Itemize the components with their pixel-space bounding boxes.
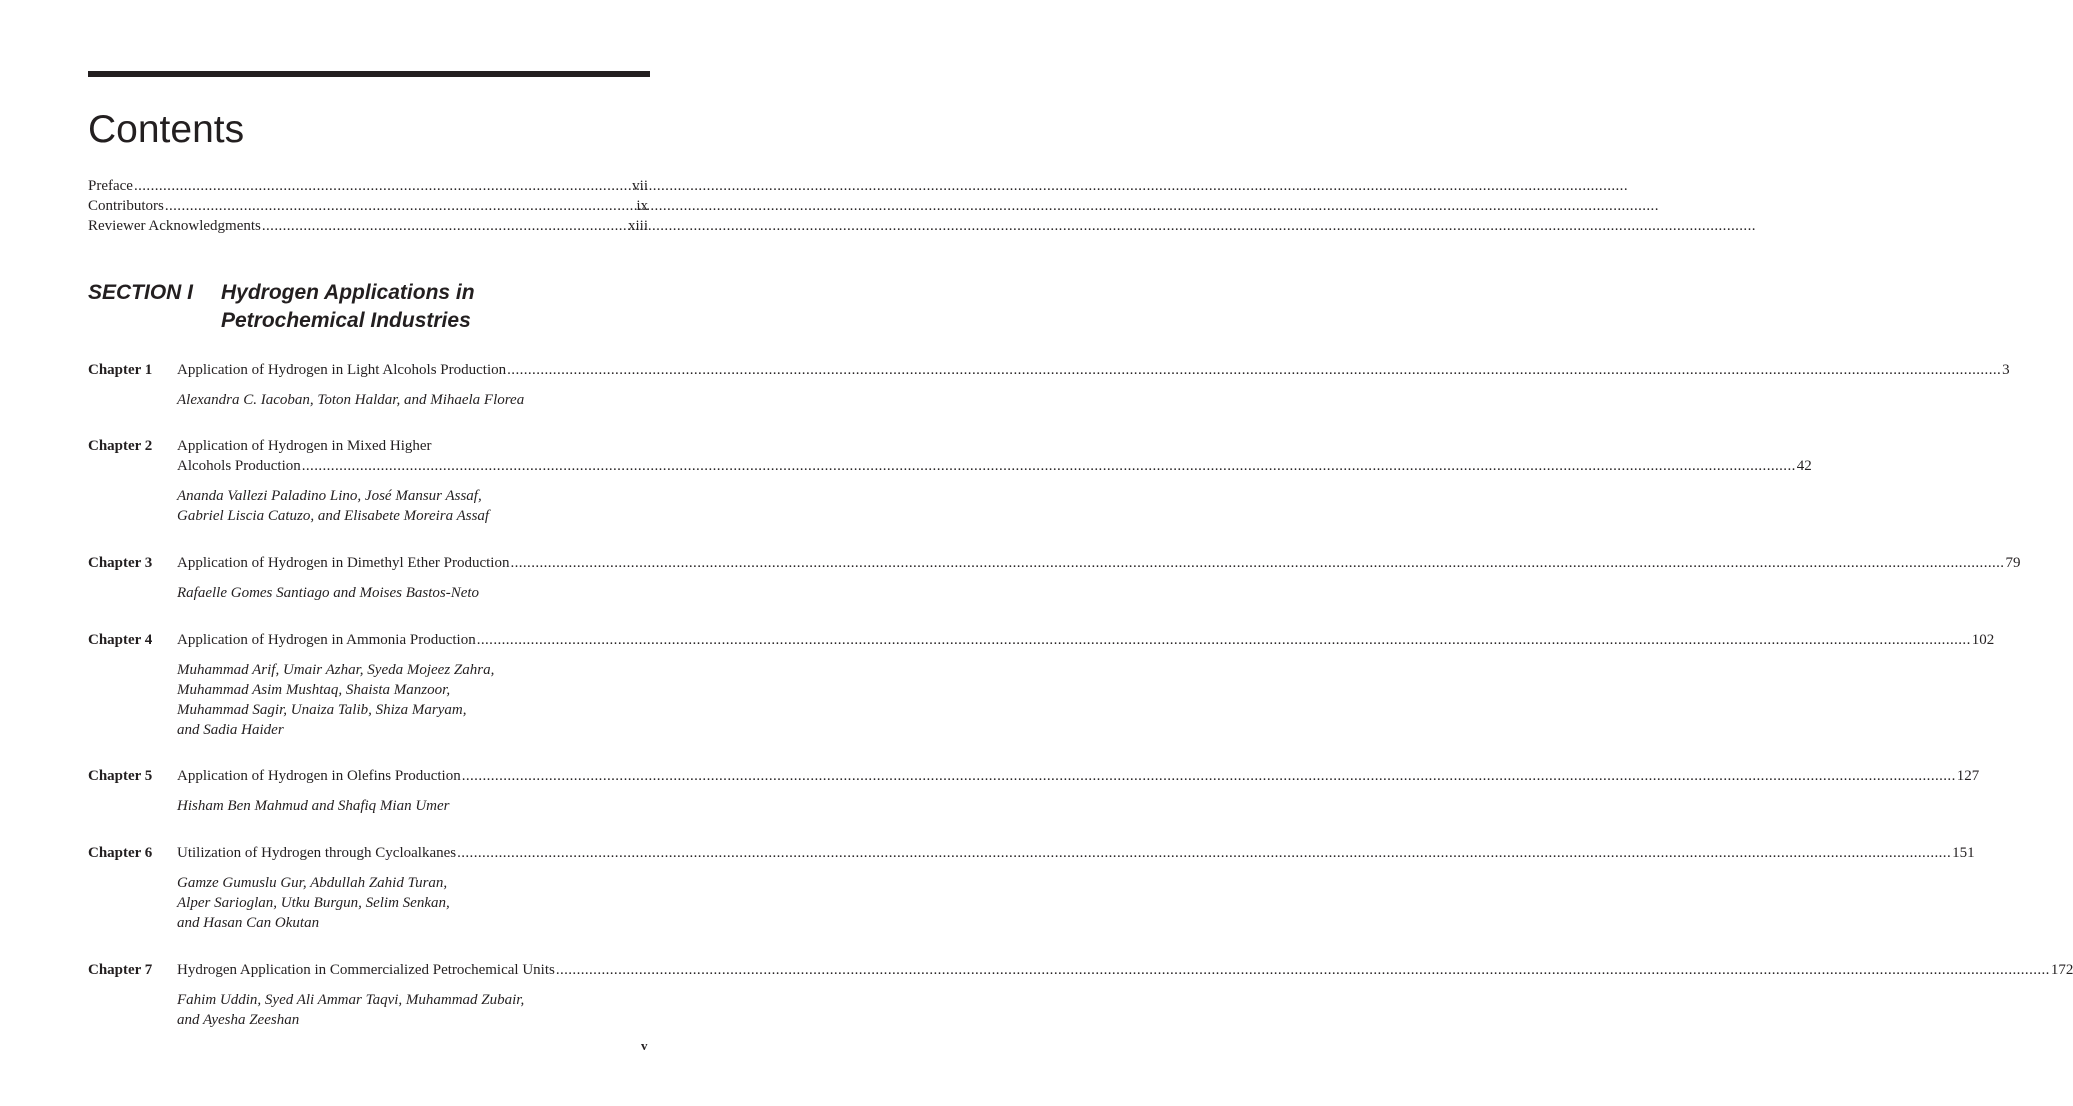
- top-rule: [88, 71, 650, 77]
- chapter-page: 151: [1952, 845, 1975, 861]
- chapter-number: Chapter 1: [88, 362, 153, 378]
- author-line: and Hasan Can Okutan: [177, 915, 320, 931]
- chapter-title: Application of Hydrogen in Olefins Production: [177, 768, 461, 784]
- chapter-page: 102: [1971, 632, 1995, 648]
- author-line: Fahim Uddin, Syed Ali Ammar Taqvi, Muhammad Zubair,: [177, 992, 525, 1008]
- chapter-authors: [177, 796, 577, 816]
- chapter-page: 172: [2050, 962, 2073, 978]
- section-title-line: Hydrogen Applications in: [221, 281, 475, 304]
- section-heading: [88, 279, 521, 335]
- chapter-title: Application of Hydrogen in Dimethyl Ether Production: [177, 555, 510, 571]
- chapter-authors: [177, 873, 577, 933]
- page-title: Contents: [88, 108, 245, 151]
- chapter-title-line: [177, 456, 1812, 476]
- chapter-entry-4[interactable]: [88, 630, 1995, 740]
- toc-entry-reviewer-acknowledgments[interactable]: [88, 216, 648, 236]
- dot-leader: [262, 216, 627, 236]
- chapter-title-first-line: Application of Hydrogen in Mixed Higher: [177, 438, 432, 454]
- chapter-title: Application of Hydrogen in Light Alcohols Production: [177, 362, 507, 378]
- toc-entry-page: ix: [636, 198, 648, 214]
- chapter-title: Hydrogen Application in Commercialized Petrochemical Units: [177, 962, 555, 978]
- author-line: Hisham Ben Mahmud and Shafiq Mian Umer: [177, 798, 450, 814]
- section-title: [221, 279, 521, 335]
- dot-leader: [457, 843, 1951, 863]
- chapter-title: Application of Hydrogen in Ammonia Production: [177, 632, 476, 648]
- chapter-entry-2[interactable]: [88, 436, 1812, 526]
- chapter-page: 79: [2005, 555, 2021, 571]
- dot-leader: [165, 196, 635, 216]
- chapter-number: Chapter 2: [88, 438, 153, 454]
- dot-leader: [302, 456, 1796, 476]
- chapter-page: 127: [1956, 768, 1980, 784]
- author-line: Alexandra C. Iacoban, Toton Haldar, and Mihaela Florea: [177, 392, 525, 408]
- toc-entry-label: Preface: [88, 178, 133, 194]
- chapter-page: 42: [1796, 458, 1812, 474]
- author-line: and Sadia Haider: [177, 722, 284, 738]
- chapter-title-line: [177, 843, 1975, 863]
- dot-leader: [556, 960, 2050, 980]
- chapter-entry-1[interactable]: [88, 360, 2010, 410]
- chapter-entry-6[interactable]: [88, 843, 1975, 933]
- dot-leader: [477, 630, 1971, 650]
- toc-entry-preface[interactable]: [88, 176, 648, 196]
- chapter-authors: [177, 486, 577, 526]
- toc-entry-page: vii: [632, 178, 648, 194]
- section-label: SECTION I: [88, 281, 194, 304]
- toc-entry-page: xiii: [627, 218, 648, 234]
- chapter-authors: [177, 390, 577, 410]
- chapter-number: Chapter 3: [88, 555, 153, 571]
- chapter-title-line: [177, 960, 2073, 980]
- toc-entry-label: Reviewer Acknowledgments: [88, 218, 261, 234]
- chapter-entry-5[interactable]: [88, 766, 1980, 816]
- dot-leader: [134, 176, 631, 196]
- chapter-title: Utilization of Hydrogen through Cycloalkanes: [177, 845, 457, 861]
- chapter-number: Chapter 5: [88, 768, 153, 784]
- dot-leader: [507, 360, 2001, 380]
- author-line: Ananda Vallezi Paladino Lino, José Mansur Assaf,: [177, 488, 482, 504]
- chapter-number: Chapter 7: [88, 962, 153, 978]
- author-line: Muhammad Arif, Umair Azhar, Syeda Mojeez Zahra,: [177, 662, 495, 678]
- page-number: v: [641, 1038, 648, 1053]
- chapter-entry-7[interactable]: [88, 960, 2073, 1030]
- author-line: Rafaelle Gomes Santiago and Moises Bastos-Neto: [177, 585, 480, 601]
- chapter-authors: [177, 583, 577, 603]
- chapter-title-line: [177, 360, 2010, 380]
- author-line: Gabriel Liscia Catuzo, and Elisabete Moreira Assaf: [177, 508, 490, 524]
- chapter-title: Alcohols Production: [177, 458, 301, 474]
- chapter-number: Chapter 6: [88, 845, 153, 861]
- chapter-title-line: [177, 630, 1994, 650]
- chapter-title-line: [177, 766, 1979, 786]
- chapter-number: Chapter 4: [88, 632, 153, 648]
- chapter-authors: [177, 660, 577, 740]
- chapter-page: 3: [2002, 362, 2010, 378]
- author-line: Gamze Gumuslu Gur, Abdullah Zahid Turan,: [177, 875, 448, 891]
- author-line: Muhammad Sagir, Unaiza Talib, Shiza Maryam,: [177, 702, 467, 718]
- front-matter-list: [88, 176, 648, 236]
- author-line: and Ayesha Zeeshan: [177, 1012, 300, 1028]
- chapter-entry-3[interactable]: [88, 553, 2021, 603]
- section-title-line: Petrochemical Industries: [221, 309, 471, 332]
- author-line: Alper Sarioglan, Utku Burgun, Selim Senkan,: [177, 895, 450, 911]
- toc-entry-label: Contributors: [88, 198, 164, 214]
- dot-leader: [510, 553, 2004, 573]
- author-line: Muhammad Asim Mushtaq, Shaista Manzoor,: [177, 682, 451, 698]
- toc-entry-contributors[interactable]: [88, 196, 648, 216]
- chapter-authors: [177, 990, 577, 1030]
- chapter-title-line: [177, 553, 2020, 573]
- dot-leader: [462, 766, 1956, 786]
